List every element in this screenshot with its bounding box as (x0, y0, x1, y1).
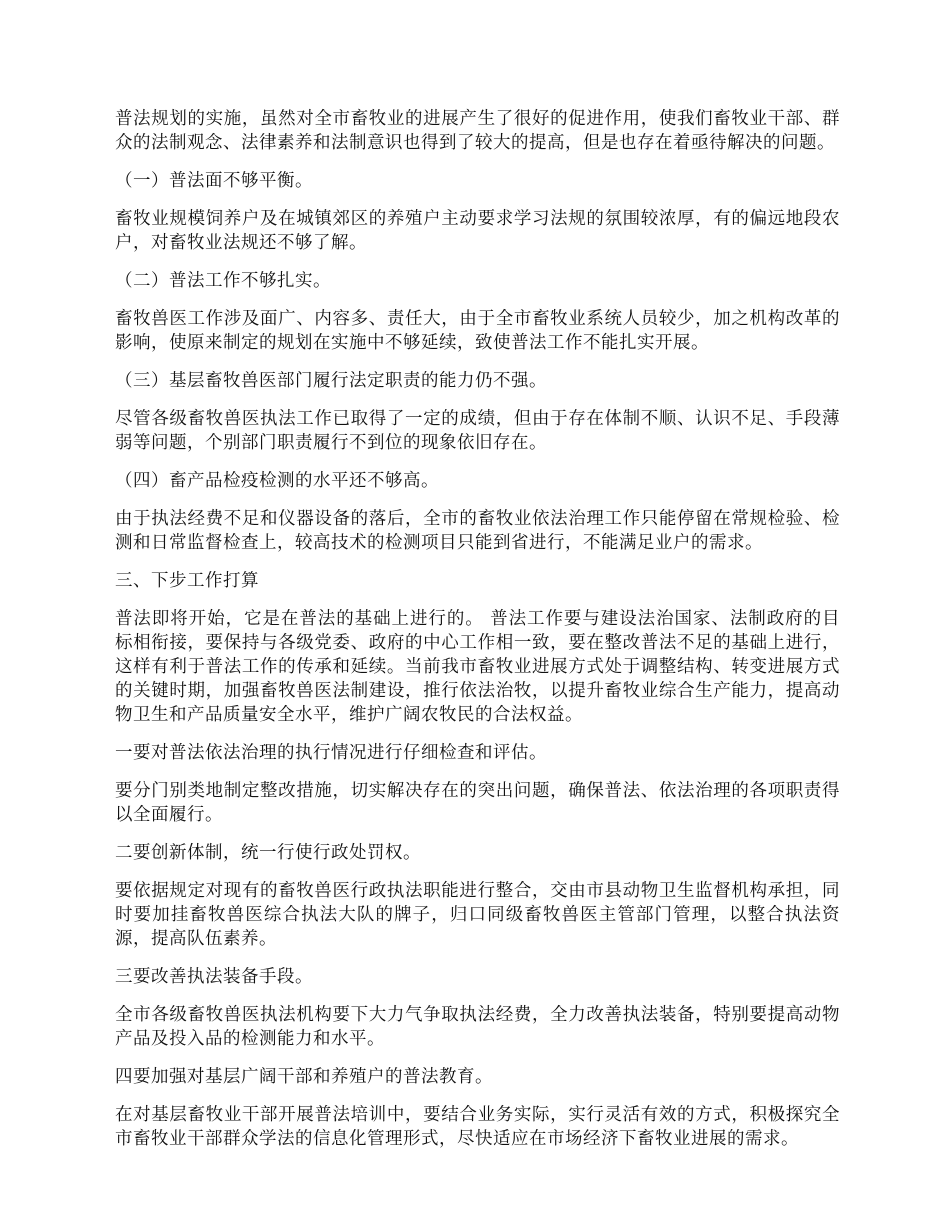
paragraph-intro: 普法规划的实施，虽然对全市畜牧业的进展产生了很好的促进作用，使我们畜牧业干部、群众的法制观念、法律素养和法制意识也得到了较大的提高，但是也存在着亟待解决的问题。 (115, 109, 840, 153)
section-heading-next-steps: 三、下步工作打算 (115, 571, 259, 591)
heading-plan-1: 一要对普法依法治理的执行情况进行仔细检查和评估。 (115, 743, 547, 763)
paragraph-plan-4: 在对基层畜牧业干部开展普法培训中，要结合业务实际，实行灵活有效的方式，积极探究全市畜牧业干部群众学法的信息化管理形式，尽快适应在市场经济下畜牧业进展的需求。 (115, 1105, 840, 1149)
heading-issue-3: （三）基层畜牧兽医部门履行法定职责的能力仍不强。 (115, 371, 547, 391)
heading-plan-4: 四要加强对基层广阔干部和养殖户的普法教育。 (115, 1067, 493, 1087)
heading-issue-2: （二）普法工作不够扎实。 (115, 271, 331, 291)
paragraph-plan-1: 要分门别类地制定整改措施，切实解决存在的突出问题，确保普法、依法治理的各项职责得以全面履行。 (115, 781, 840, 825)
paragraph-plan-2: 要依据规定对现有的畜牧兽医行政执法职能进行整合，交由市县动物卫生监督机构承担，同时要加挂畜牧兽医综合执法大队的牌子，归口同级畜牧兽医主管部门管理，以整合执法资源，提高队伍素养。 (115, 881, 840, 949)
heading-issue-1: （一）普法面不够平衡。 (115, 171, 313, 191)
paragraph-issue-2: 畜牧兽医工作涉及面广、内容多、责任大，由于全市畜牧业系统人员较少，加之机构改革的影响，使原来制定的规划在实施中不够延续，致使普法工作不能扎实开展。 (115, 309, 840, 353)
heading-plan-2: 二要创新体制，统一行使行政处罚权。 (115, 843, 421, 863)
paragraph-plan-3: 全市各级畜牧兽医执法机构要下大力气争取执法经费，全力改善执法装备，特别要提高动物产品及投入品的检测能力和水平。 (115, 1005, 840, 1049)
heading-issue-4: （四）畜产品检疫检测的水平还不够高。 (115, 471, 439, 491)
document-body (115, 107, 840, 1165)
paragraph-next-steps: 普法即将开始，它是在普法的基础上进行的。 普法工作要与建设法治国家、法制政府的目标相衔接，要保持与各级党委、政府的中心工作相一致，要在整改普法不足的基础上进行，这样有利于普法工作的传承和延续。当前我市畜牧业进展方式处于调整结构、转变进展方式的关键时期，加强畜牧兽医法制建设，推行依法治牧，以提升畜牧业综合生产能力，提高动物卫生和产品质量安全水平，维护广阔农牧民的合法权益。 (115, 609, 840, 725)
paragraph-issue-3: 尽管各级畜牧兽医执法工作已取得了一定的成绩，但由于存在体制不顺、认识不足、手段薄弱等问题，个别部门职责履行不到位的现象依旧存在。 (115, 409, 840, 453)
paragraph-issue-1: 畜牧业规模饲养户及在城镇郊区的养殖户主动要求学习法规的氛围较浓厚，有的偏远地段农户，对畜牧业法规还不够了解。 (115, 209, 840, 253)
paragraph-issue-4: 由于执法经费不足和仪器设备的落后，全市的畜牧业依法治理工作只能停留在常规检验、检测和日常监督检查上，较高技术的检测项目只能到省进行，不能满足业户的需求。 (115, 509, 840, 553)
heading-plan-3: 三要改善执法装备手段。 (115, 967, 313, 987)
